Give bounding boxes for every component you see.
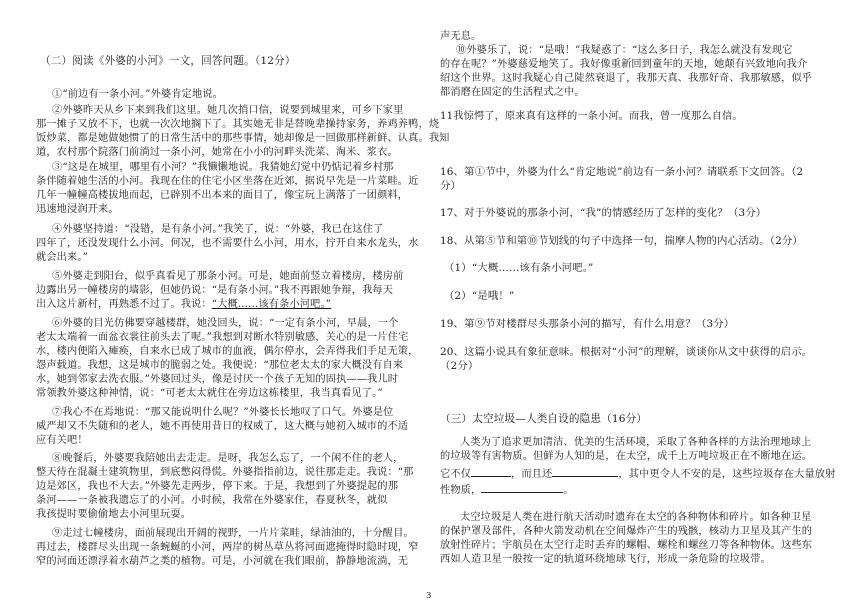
paragraph-6-line: ⑥外婆的目光仿佛要穿越楼群，她没回头，说：“一定有条小河，早晨，一个 [52, 318, 399, 329]
paragraph-8-line: ⑧晚餐后，外婆要我陪她出去走走。是呀，我怎么忘了，一个闲不住的老人， [52, 453, 404, 464]
fill-text: ，而且还 [511, 469, 553, 480]
answer-blank-2[interactable] [552, 466, 618, 477]
question-16-line: 分） [440, 180, 462, 192]
paragraph-6-line: 老太太端着一面盆衣裳往前头去了呢。”我想到对断水特别敏感，关心的是一片住宅 [36, 332, 409, 343]
fill-text: 性物质， [440, 485, 482, 496]
paragraph-3-line: 迅速地浸润开来。 [36, 204, 119, 215]
paragraph-8-line: 边是郊区，我也不大去。”外婆先走两步，停下来。于是，我想到了外婆提起的那 [36, 481, 399, 492]
question-18: 18、从第⑤节和第⑩节划线的句子中选择一句，揣摩人物的内心活动。（2分） [440, 235, 803, 247]
question-18-option-1: （1）“大概……该有条小河吧。” [444, 262, 594, 274]
paragraph-4-line: 四年了，还没发现什么小河。何况，也不需要什么小河，用水，拧开自来水龙头，水 [36, 238, 419, 249]
paragraph-10-line: 的存在呢？”外婆慈爱地笑了。我好像重新回到童年的天地，她颠有兴致地向我介 [440, 59, 808, 70]
paragraph-3-line: 条伴随着她生活的小河。我现在住的住宅小区坐落在近郊，据说早先是一片菜畦。近 [36, 176, 419, 187]
question-17: 17、对于外婆说的那条小河，“我”的情感经历了怎样的变化？（3分） [440, 207, 767, 219]
paragraph-9-line: 窄的河面还漂浮着水葫芦之类的植物。可是，小河就在我们眼前，静静地流淌，无 [36, 556, 409, 567]
paragraph-1: ①“前边有一条小河。”外婆肯定地说。 [52, 89, 224, 100]
section-3-paragraph-2-line: 放射性碎片；宇航员在太空行走时丢弃的螺帽、螺栓和螺丝刀等各种物体。这些东 [440, 540, 813, 551]
paragraph-2-line: 那一摊子又放不下，也就一次次地搁下了。其实她无非是替晚辈操持家务，养鸡养鸭，烧 [36, 119, 440, 130]
paragraph-2-line: ②外婆昨天从乡下来到我们这里。她几次捎口信，说要到城里来，可乡下家里 [52, 105, 404, 116]
fill-text: ，其中更令人不安的是，这些垃圾存在大量放射 [618, 469, 836, 480]
paragraph-2-line: 饭炒菜，都是她做她惯了的日常生活中的那些事情，她却像是一回做那样新鲜、认真。我知 [36, 133, 450, 144]
question-19: 19、第⑨节对楼群尽头那条小河的描写，有什么用意？（3分） [440, 318, 735, 330]
fill-text: 。 [563, 485, 574, 496]
section-title-3: （三）太空垃圾—人类自设的隐患（16分） [440, 413, 648, 425]
question-20-line: （2分） [440, 360, 479, 372]
paragraph-10-line: 都消磨在固定的生活程式之中。 [440, 87, 585, 98]
section-3-paragraph-2-line: 西如人造卫星一般按一定的轨道环绕地球飞行，形成一条危险的垃圾带。 [440, 554, 771, 565]
section-3-paragraph-1-line: 人类为了追求更加清洁、优美的生活环境，采取了各种各样的方法治理地球上 [460, 437, 812, 448]
paragraph-7-line: ⑦我心不在焉地说：“那又能说明什么呢？”外婆长长地叹了口气。外婆是位 [52, 407, 394, 418]
question-16-line: 16、第①节中，外婆为什么“肯定地说”前边有一条小河？请联系下文回答。（2 [440, 166, 804, 178]
fill-text: 它不仅 [440, 469, 472, 480]
paragraph-10-line [456, 44, 793, 57]
paragraph-9-end: 声无息。 [440, 31, 482, 42]
answer-blank-1[interactable] [471, 466, 511, 477]
paragraph-9-line: ⑨走过七幢楼房，面前展现出开阔的视野，一片片菜畦，绿油油的，十分醒目。 [52, 528, 414, 539]
paragraph-10-text: ⑩外婆乐了，说：“是哦！”我疑惑了：“这么多日子，我怎么就没有发现它 [456, 45, 793, 56]
paragraph-6-line: 水，她到邻家去洗衣服。”外婆回过头，像是讨厌一个孩子无知的固执——我儿时 [36, 374, 399, 385]
paragraph-3-line: ③“这是在城里，哪里有小河？”我懒懒地说。我猜她幻觉中仍惦记着乡村那 [52, 162, 394, 173]
paragraph-11: 11我惊愕了，原来真有这样的一条小河。而我，曾一度那么自信。 [440, 111, 743, 122]
question-20-line: 20、这篇小说具有象征意味。根据对“小河”的理解，谈谈你从文中获得的启示。 [440, 346, 813, 358]
paragraph-7-line: 应有关吧！ [36, 435, 88, 446]
paragraph-3-line: 几年一幢幢高楼拔地而起，已辟别不出本来的面目了，像宝玩上满落了一团颜料， [36, 190, 409, 201]
paragraph-6-line: 水，楼内便陷入瘫痪，自来水已成了城市的血液，偶尔停水，会弄得我们手足无策， [36, 346, 419, 357]
paragraph-5-line [36, 298, 331, 311]
section-3-paragraph-2-line: 太空垃圾是人类在进行航天活动时遗弃在太空的各种物体和碎片。如各种卫星 [460, 512, 812, 523]
question-18-option-2: （2）“是哦！” [444, 290, 515, 302]
section-3-paragraph-1-line: 的垃圾等有害物质。但鲜为人知的是，在太空，成千上万吨垃圾正在不断地在运。 [440, 451, 813, 462]
paragraph-8-line: 我孩提时要偷偷地去小河里玩耍。 [36, 509, 192, 520]
paragraph-6-line: 怨声载道。我想，这是城市的脆弱之处。我便说：“那位老太太的家大概没有自来 [36, 360, 404, 371]
paragraph-6-line: 常领教外婆这种神情，说：“可老太太就住在旁边这栋楼里，我当真看见了。” [36, 388, 383, 399]
section-3-paragraph-2-line: 的保护罩及部件，各种火箭发动机在空间爆炸产生的残骸，核动力卫星及其产生的 [440, 526, 813, 537]
paragraph-4-line: ④外婆坚持道：“没错，是有条小河。”我笑了，说：“外婆，我已在这住了 [52, 224, 384, 235]
answer-blank-3[interactable] [481, 482, 563, 493]
paragraph-5-line: ⑤外婆走到阳台，似乎真看见了那条小河。可是，她面前竖立着楼房，楼房前 [52, 271, 404, 282]
paragraph-8-line: 条河——一条被我遗忘了的小河。小时候，我常在外婆家住，春夏秋冬，就似 [36, 495, 388, 506]
paragraph-2-line: 道，农村那个院落门前淌过一条小河，她常在小小的河畔头洗菜、淘米、浆衣。 [36, 147, 398, 158]
paragraph-4-line: 就会出来。” [36, 252, 88, 263]
paragraph-9-line: 再过去，楼群尽头出现一条蜿蜒的小河，两岸的树丛草丛将河面遮掩得时隐时现，窄 [36, 542, 419, 553]
section-3-paragraph-1-line [440, 466, 835, 481]
paragraph-5-text: 出入这片新村，再熟悉不过了。我说： [36, 299, 212, 310]
section-title-2: （二）阅读《外婆的小河》一文，回答问题。（12分） [40, 55, 296, 67]
paragraph-8-line: 整天待在混凝土建筑物里，到底憋闷得慌。外婆指指前边，说往那走走。我说：“那 [36, 467, 414, 478]
page-number: 3 [426, 591, 432, 601]
section-3-paragraph-1-line [440, 482, 574, 497]
paragraph-5-line: 边露出另一幢楼房的墙影，但她仍说：“是有条小河。”我不再跟她争辩，我每天 [36, 285, 394, 296]
paragraph-10-line: 绍这个世界。这时我疑心自己陡然衰退了，我那天真、我那好奇、我那敏感，似乎 [440, 73, 813, 84]
paragraph-7-line: 威严却又不失随和的老人，她不再使用昔日的权威了，这大概与她初入城市的不适 [36, 421, 409, 432]
underlined-sentence-5: “大概……该有条小河吧。” [211, 299, 332, 310]
